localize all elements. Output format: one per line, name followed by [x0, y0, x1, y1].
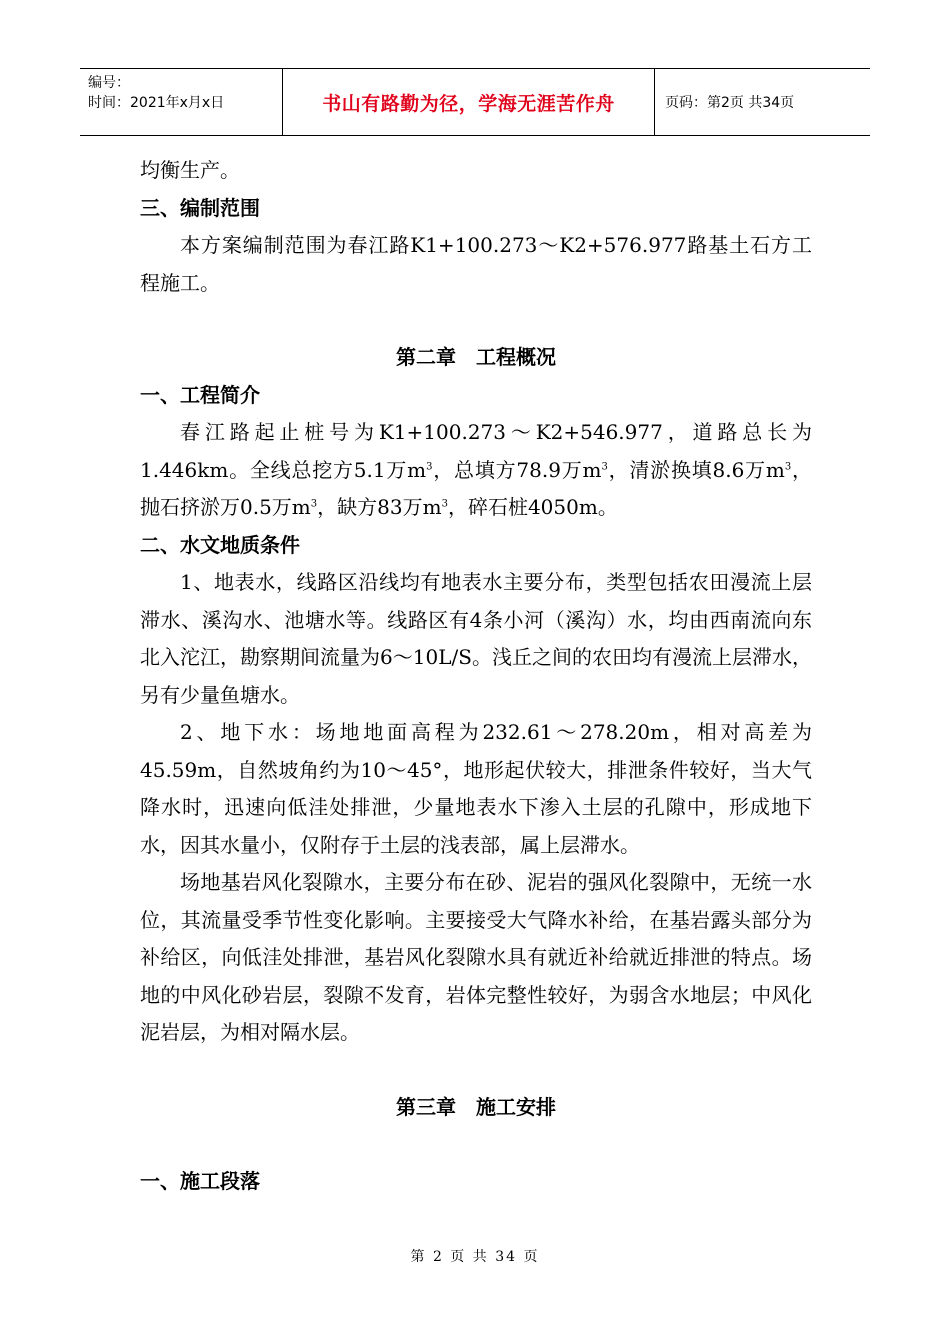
page-header [80, 68, 870, 136]
doc-time-label: 时间：2021年x月x日 [88, 95, 225, 111]
paragraph-overview [140, 414, 812, 527]
overview-text-c: ，清淤换填8.6万m [607, 457, 785, 482]
superscript: 3 [426, 460, 433, 472]
chapter-heading-2: 第二章 工程概况 [396, 345, 556, 369]
overview-text-d: ，抛石挤淤万0.5万m [140, 457, 812, 519]
chapter-heading-3: 第三章 施工安排 [396, 1094, 556, 1119]
paragraph-scope: 本方案编制范围为春江路K1+100.273～K2+576.977路基土石方工程施工。 [140, 233, 812, 295]
header-page-number: 页码：第2页 共34页 [665, 95, 795, 111]
superscript: 3 [601, 460, 608, 472]
header-meta [80, 69, 283, 135]
superscript: 3 [441, 498, 448, 510]
overview-text-a: 春江路起止桩号为K1+100.273～K2+546.977，道路总长为1.446km。全线总挖方5.1万m [140, 420, 812, 482]
doc-number-label: 编号： [88, 75, 130, 91]
overview-text-e: ，缺方83万m [317, 495, 442, 519]
page-footer: 第 2 页 共 34 页 [410, 1249, 540, 1265]
overview-text-f: ，碎石桩4050m。 [447, 495, 618, 519]
superscript: 3 [784, 460, 792, 472]
paragraph-surface-water: 1、地表水，线路区沿线均有地表水主要分布，类型包括农田漫流上层滞水、溪沟水、池塘水等。线路区有4条小河（溪沟）水，均由西南流向东北入沱江，勘察期间流量为6～10L/S。浅丘之间的农田均有漫流上层滞水，另有少量鱼塘水。 [140, 570, 812, 707]
header-motto: 书山有路勤为径，学海无涯苦作舟 [283, 69, 655, 135]
section-heading-hydrogeology: 二、水文地质条件 [140, 532, 300, 557]
section-heading-overview: 一、工程简介 [140, 382, 260, 407]
paragraph-groundwater: 2、地下水：场地地面高程为232.61～278.20m，相对高差为45.59m，自然坡角约为10～45°，地形起伏较大，排泄条件较好，当大气降水时，迅速向低洼处排泄，少量地表水下渗入土层的孔隙中，形成地下水，因其水量小，仅附存于土层的浅表部，属上层滞水。 [140, 720, 812, 857]
paragraph-fissure-water: 场地基岩风化裂隙水，主要分布在砂、泥岩的强风化裂隙中，无统一水位，其流量受季节性变化影响。主要接受大气降水补给，在基岩露头部分为补给区，向低洼处排泄，基岩风化裂隙水具有就近补给就近排泄的特点。场地的中风化砂岩层，裂隙不发育，岩体完整性较好，为弱含水地层；中风化泥岩层，为相对隔水层。 [140, 870, 812, 1044]
document-body [140, 152, 812, 1201]
overview-text-b: ，总填方78.9万m [432, 457, 602, 482]
section-heading-segments: 一、施工段落 [140, 1169, 260, 1193]
paragraph-intro: 均衡生产。 [140, 158, 240, 182]
superscript: 3 [310, 498, 318, 510]
section-heading-scope: 三、编制范围 [140, 195, 260, 220]
